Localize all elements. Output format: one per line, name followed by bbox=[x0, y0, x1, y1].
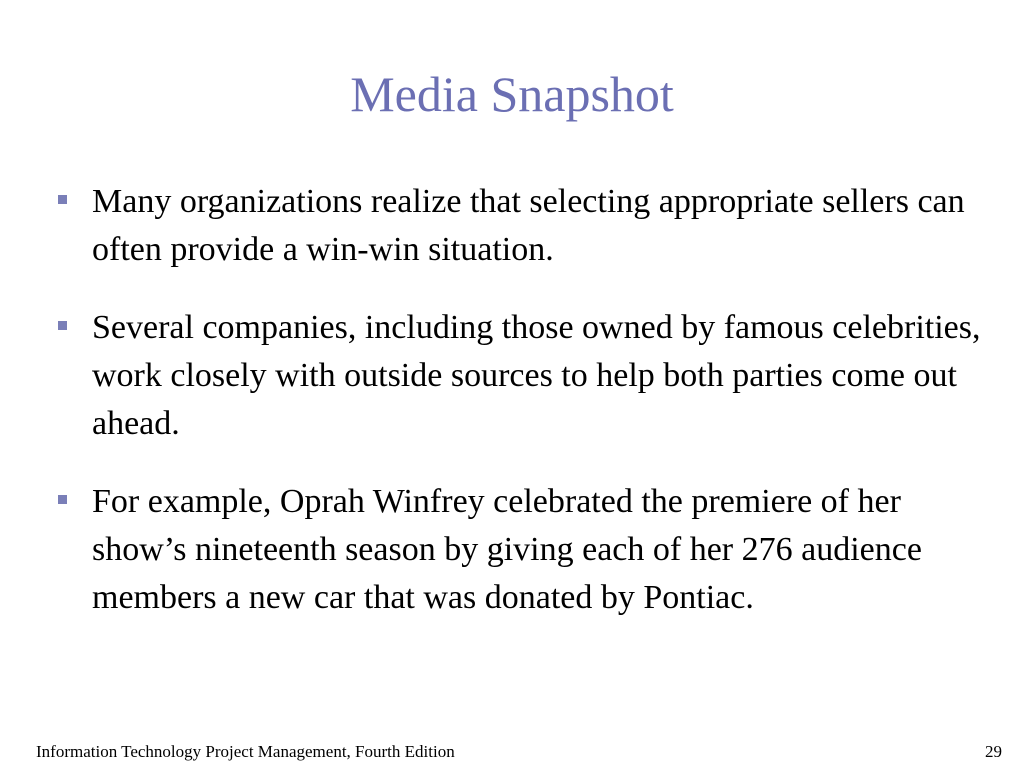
bullet-text: For example, Oprah Winfrey celebrated the premiere of her show’s nineteenth season by giving each of her 276 audience members a new car that was donated by Pontiac. bbox=[92, 483, 922, 616]
slide-title: Media Snapshot bbox=[350, 66, 674, 122]
bullet-item bbox=[56, 178, 986, 274]
bullet-item bbox=[56, 304, 986, 448]
bullet-text: Several companies, including those owned by famous celebrities, work closely with outside sources to help both parties come out ahead. bbox=[92, 309, 981, 442]
bullet-item bbox=[56, 478, 986, 622]
page-number: 29 bbox=[985, 742, 1002, 761]
square-bullet-icon bbox=[58, 321, 67, 330]
bullet-text: Many organizations realize that selecting appropriate sellers can often provide a win-win situation. bbox=[92, 183, 965, 268]
square-bullet-icon bbox=[58, 495, 67, 504]
footer-course-title: Information Technology Project Management, Fourth Edition bbox=[36, 742, 455, 761]
square-bullet-icon bbox=[58, 195, 67, 204]
bullet-list bbox=[56, 178, 986, 652]
